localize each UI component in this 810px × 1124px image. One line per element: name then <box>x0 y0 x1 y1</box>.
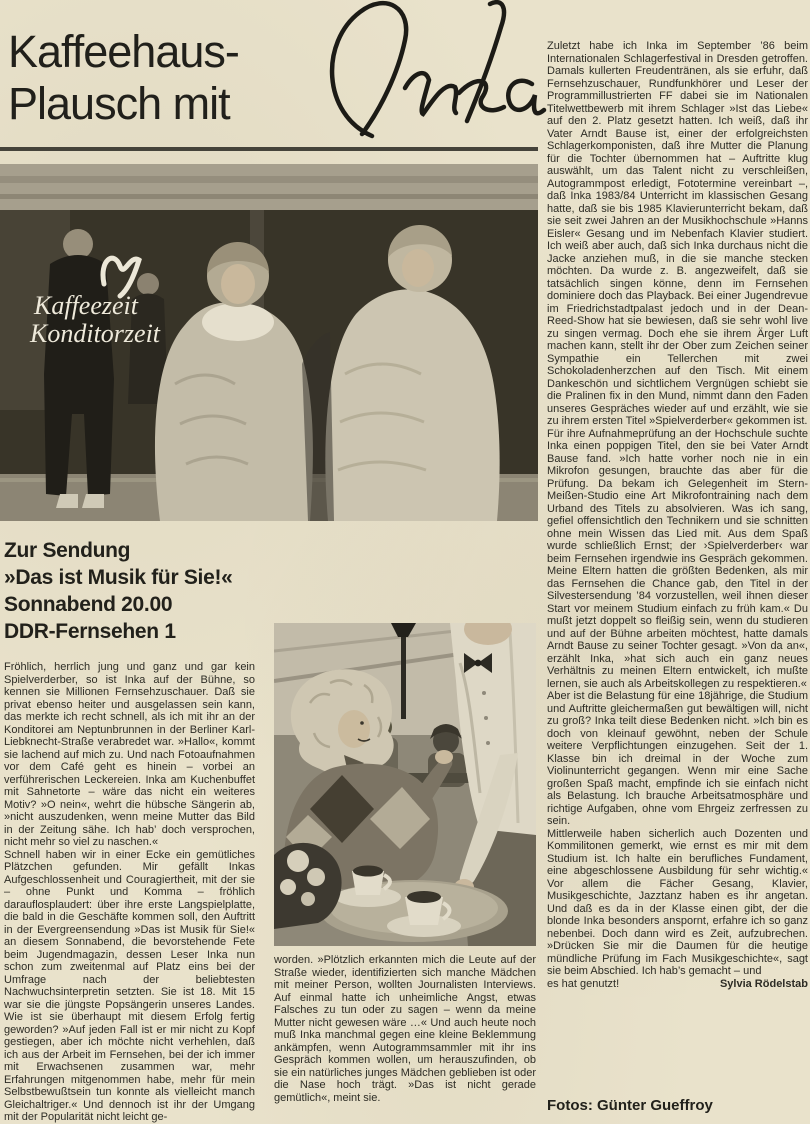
page-title <box>8 26 239 130</box>
signature-icon <box>292 0 552 148</box>
program-note <box>4 537 233 645</box>
inka-signature <box>292 0 552 148</box>
paragraph: worden. »Plötzlich erkannten mich die Leute auf der Straße wieder, identifizierten sich manche Mädchen mit meiner Person, wollten Journalisten Interviews. Auf einmal hatte ich unheimliche Angst, etwas Falsches zu tun oder zu sagen – wenn da meine Mutter nicht gewesen wäre …« Und auch heute noch muß Inka manchmal gegen eine kleine Beklemmung ankämpfen, wenn Autogrammsammler mit ihr ins Gespräch kommen wollen, um herauszufinden, ob sie ein natürliches junges Mädchen geblieben ist oder die Nase hoch trägt. »Das ist nicht gerade gemütlich«, meint sie. <box>274 954 536 1104</box>
paragraph: Für ihre Aufnahmeprüfung an der Hochschule suchte Inka einen poppigen Titel, den sie bei Vater Arndt Bause fand. »Ich hatte vorher noch nie in ein Mikrofon gesungen, brauchte das aber für die Prüfung. Da bekam ich Gelegenheit im Stern-Meißen-Studio eine Art Mikrofontraining nach dem Urband des Titels zu absolvieren. Was ich sang, gefiel offensichtlich den Technikern und sie schnitten ohne mein Wissen das Lied mit. Aus dem Spaß wurde schließlich Ernst; der ›Spielverderber‹ war beim Fernsehen irgendwie ins Gespräch gekommen. Meine Eltern hatten die größten Bedenken, als mir das Fernsehen die Chance gab, den Titel in der Silvestersendung ’84 vorzustellen, weil ihnen dieser Start vor meinem Studium einfach zu früh kam.« Du mußt jetzt doppelt so fleißig sein, wenn du studieren und auf der Bühne arbeiten möchtest, hatte damals Arndt Bause zu seiner Tochter gesagt. »Von da an«, erzählt Inka, »hat sich auch ein ganz neues Verhältnis zu meinen Eltern entwickelt, ich mußte lernen, sie auch als Arbeitskollegen zu respektieren.« <box>547 427 808 690</box>
program-line2: »Das ist Musik für Sie!« <box>4 566 233 589</box>
headline-line2: Plausch mit <box>8 78 230 129</box>
headline-line1: Kaffeehaus- <box>8 26 239 77</box>
cafe-sign-line1: Kaffeezeit <box>34 291 138 320</box>
cafe-photo <box>274 623 536 946</box>
article-column-right <box>547 40 808 990</box>
photo-credit: Fotos: Günter Gueffroy <box>547 1097 713 1114</box>
paragraph: Mittlerweile haben sicherlich auch Dozenten und Kommilitonen gemerkt, wie ernst es mir mit dem Studium ist. Ich halte ein berufliches Fundament, eine abgeschlossene Ausbildung für sehr wichtig.« Vor allem die Fächer Gesang, Klavier, Musikgeschichte, Jazztanz haben es ihr angetan. Und daß es da in der Klasse einen gibt, der die blonde Inka besonders anspornt, erfahre ich so ganz nebenbei. Doch dann wird es Zeit, aufzubrechen. »Drücken Sie mir die Daumen für die heutige mündliche Prüfung im Fach Musikgeschichte«, sagt sie beim Abschied. Ich hab’s gemacht – und <box>547 827 808 977</box>
article-column-middle <box>274 954 536 1104</box>
author-byline: Sylvia Rödelstab <box>719 977 808 990</box>
paragraph: Fröhlich, herrlich jung und ganz und gar kein Spielverderber, so ist Inka auf der Bühne, so kennen sie Millionen Fernsehzuschauer. Daß sie privat ebenso heiter und ausgelassen sein kann, das merkte ich recht schnell, als ich mit ihr an der Konditorei am Neptunbrunnen in der Berliner Karl-Liebknecht-Straße verabredet war. »Hallo«, kommt sie lachend auf mich zu. Und nach Fotoaufnahmen vor dem Café geht es hinein – vorbei an verführerischen Leckereien. Inka am Kuchenbuffet mit Sahnetorte – wäre das nicht ein weiteres Motiv? »O nein«, wehrt die hübsche Sängerin ab, »nicht auszudenken, wenn meine Mutter das Bild in der Zeitung sähe. Ich hab’ doch versprochen, nicht mehr so viel zu naschen.« <box>4 661 255 848</box>
program-line3: Sonnabend 20.00 <box>4 593 173 616</box>
paragraph: Zuletzt habe ich Inka im September ’86 beim Internationalen Schlagerfestival in Dresden getroffen. Damals kullerten Freudentränen, als sie erfuhr, daß Fernsehzuschauer, Rundfunkhörer und Leser der Programmillustrierten FF dabei sie im Nationalen Titelwettbewerb mit ihrem Schlager »Ist das Liebe« auf den 2. Platz gesetzt hatten. Ich weiß, daß ihr Vater Arndt Bause ist, einer der erfolgreichsten Schlagerkomponisten, daß ihre Mutter die Planung für die Tochter übernommen hat – Auftritte klug auswählt, um das Talent nicht zu verschleißen, Autogrammpost erledigt, Fototermine vereinbart –, daß Inka 1983/84 Unterricht im klassischen Gesang hatte, daß sie bis 1985 Klavierunterricht bekam, daß sie seit zwei Jahren an der Musikhochschule »Hanns Eisler« Gesang und im Nebenfach Klavier studiert. Ich weiß aber auch, daß sich Inka durchaus nicht die Jacke anziehen muß, in die sie manche stecken möchten. Da wurde z. B. angezweifelt, daß sie tatsächlich singen könne, denn im Fernsehen dominiere doch das Playback. Bei einer Jugendrevue im Friedrichstadtpalast jedoch und in der Dean-Reed-Show hat sie bewiesen, daß sie sehr wohl live zu singen vermag. Doch ehe sie ihrem Ärger Luft machen kann, stellt ihr der Ober zum Zeichen seiner Sympathie ein Tellerchen mit zwei Schokoladenherzchen auf den Tisch. Mit einem Dankeschön und sichtlichem Vergnügen schiebt sie die Pralinen fix in den Mund, nimmt dann den Faden unseres Gespräches wieder auf und erzählt, wie sie zu ihrem ersten Titel »Spielverderber« gekommen ist. <box>547 40 808 427</box>
paragraph: Aber ist die Belastung für eine 18jährige, die Studium und Auftritte gleichermaßen gut bewältigen will, nicht zu groß? Inka teilt diese Bedenken nicht. »Ich bin es doch von kleinauf gewöhnt, neben der Schule weitere Verpflichtungen einzugehen. Seit der 1. Klasse bin ich dreimal in der Woche zum Violinunterricht gegangen. Wenn mir eine Sache großen Spaß macht, empfinde ich sie einfach nicht als Belastung. Ich brauche Arbeitsatmosphäre und richtige Aufgaben, ohne vom Ehrgeiz zerfressen zu sein. <box>547 690 808 827</box>
program-line1: Zur Sendung <box>4 539 131 562</box>
top-photo <box>0 164 538 521</box>
article-column-left <box>4 661 255 1124</box>
closing-row <box>547 978 808 991</box>
paragraph: Schnell haben wir in einer Ecke ein gemütliches Plätzchen gefunden. Mir gefällt Inkas Aufgeschlossenheit und Couragiertheit, mit der sie – ohne Punkt und Komma – fröhlich darauflosplaudert: über ihre erste Langspielplatte, die bald in die Geschäfte kommen soll, den Auftritt in der Evergreensendung »Das ist Musik für Sie!« an diesem Sonnabend, die bevorstehende Fete beim Jugendmagazin, dessen Leser Inka nun schon zum zweitenmal auf Platz eins bei der Umfrage nach der beliebtesten Nachwuchsinterpretin setzten. Sie ist 18. Mit 15 war sie die jüngste Popsängerin unseres Landes. Wie ist sie überhaupt mit diesem Erfolg fertig geworden? »Auf jeden Fall ist er mir nicht zu Kopf gestiegen, aber ich möchte nicht verhehlen, daß ich aus der Arbeit im Fernsehen, bei der ich immer mit Erwachsenen zusammen war, mehr Erfahrungen mitgenommen habe, mehr für mein Selbstbewußtsein tun konnte als vielleicht manch Gleichaltriger.« Und dennoch ist ihr der Umgang mit der Popularität nicht leicht ge- <box>4 848 255 1123</box>
headline-divider <box>0 147 538 151</box>
cafe-sign-line2: Konditorzeit <box>30 319 161 348</box>
closing-line: es hat genutzt! <box>547 977 620 990</box>
program-line4: DDR-Fernsehen 1 <box>4 620 176 643</box>
